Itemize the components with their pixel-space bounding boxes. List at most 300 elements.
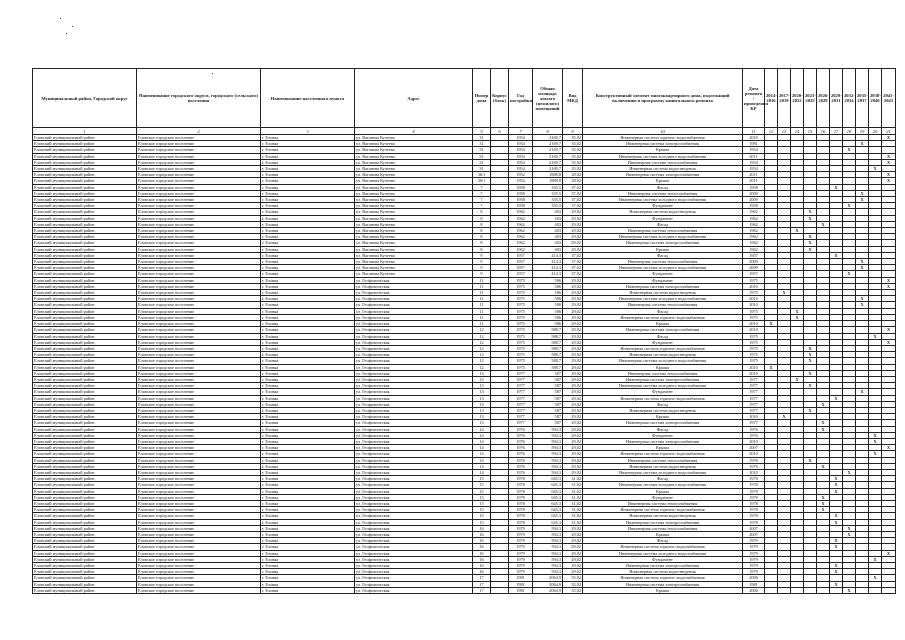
locality-cell: г. Еловка (261, 321, 355, 327)
area-cell: 588,7 (533, 352, 563, 358)
district-cell: Еловский муниципальный район (33, 252, 137, 258)
district-cell: Еловский муниципальный район (33, 190, 137, 196)
build-year-cell: 1976 (509, 432, 533, 438)
settlement-cell: Еловское городское поселение (137, 345, 261, 351)
locality-cell: г. Еловка (261, 544, 355, 550)
block-cell (491, 587, 509, 593)
structural-element-cell: Инженерная система горячего водоснабжения (583, 135, 743, 141)
structural-element-cell: Фундамент (583, 556, 743, 562)
column-header: Дата ремонта / проведения КР (743, 69, 765, 128)
settlement-cell: Еловское городское поселение (137, 352, 261, 358)
locality-cell: г. Еловка (261, 426, 355, 432)
period-mark: X (882, 445, 896, 451)
structural-element-cell: Инженерная система водоотведения (583, 290, 743, 296)
structural-element-cell: Инженерная система холодного водоснабжения (583, 482, 743, 488)
settlement-cell: Еловское городское поселение (137, 333, 261, 339)
house-number-cell: 13 (473, 376, 491, 382)
settlement-cell: Еловское городское поселение (137, 283, 261, 289)
house-number-cell: 16 (473, 569, 491, 575)
structural-element-cell: Инженерная система холодного водоснабжения (583, 153, 743, 159)
settlement-cell: Еловское городское поселение (137, 376, 261, 382)
repair-date-cell: 2010 (743, 469, 765, 475)
area-cell: 414,3 (533, 252, 563, 258)
address-cell: ул. Геофизическая (355, 432, 473, 438)
repair-date-cell: 1958 (743, 184, 765, 190)
house-number-cell: 11 (473, 296, 491, 302)
area-cell: 586 (533, 290, 563, 296)
locality-cell: г. Еловка (261, 395, 355, 401)
area-cell: 588,7 (533, 358, 563, 364)
locality-cell: г. Еловка (261, 147, 355, 153)
mkd-type-cell: 37,02 (563, 184, 583, 190)
structural-element-cell: Инженерная система электроснабжения (583, 327, 743, 333)
area-cell: 335,5 (533, 190, 563, 196)
address-cell: ул. Ваганова Кучеева (355, 190, 473, 196)
locality-cell: г. Еловка (261, 457, 355, 463)
period-mark: X (843, 587, 856, 593)
structural-element-cell: Фундамент (583, 339, 743, 345)
address-cell: ул. Ваганова Кучеева (355, 240, 473, 246)
mkd-type-cell: 35,02 (563, 166, 583, 172)
period-mark: X (869, 432, 882, 438)
repair-date-cell: 1957 (743, 271, 765, 277)
repair-date-cell: 1962 (743, 228, 765, 234)
address-cell: ул. Геофизическая (355, 383, 473, 389)
period-cell (817, 587, 830, 593)
period-mark: X (804, 234, 817, 240)
locality-cell: г. Еловка (261, 135, 355, 141)
period-mark: X (830, 395, 843, 401)
repair-date-cell: 1977 (743, 420, 765, 426)
locality-cell: г. Еловка (261, 277, 355, 283)
mkd-type-cell: 37,02 (563, 197, 583, 203)
district-cell: Еловский муниципальный район (33, 494, 137, 500)
mkd-type-cell: 35,02 (563, 581, 583, 587)
area-cell: 403 (533, 234, 563, 240)
repair-date-cell: 1977 (743, 383, 765, 389)
mkd-type-cell: 29,02 (563, 401, 583, 407)
locality-cell: г. Еловка (261, 234, 355, 240)
area-cell: 403 (533, 209, 563, 215)
locality-cell: г. Еловка (261, 308, 355, 314)
locality-cell: г. Еловка (261, 345, 355, 351)
mkd-type-cell: 29,02 (563, 438, 583, 444)
address-cell: ул. Геофизическая (355, 407, 473, 413)
area-cell: 586 (533, 308, 563, 314)
build-year-cell: 1977 (509, 395, 533, 401)
period-mark: X (778, 414, 791, 420)
locality-cell: г. Еловка (261, 532, 355, 538)
period-mark: X (804, 240, 817, 246)
house-number-cell: 11 (473, 302, 491, 308)
repair-date-cell: 2010 (743, 451, 765, 457)
settlement-cell: Еловское городское поселение (137, 432, 261, 438)
locality-cell: г. Еловка (261, 166, 355, 172)
structural-element-cell: Фасад (583, 401, 743, 407)
house-number-cell: 31 (473, 141, 491, 147)
settlement-cell: Еловское городское поселение (137, 500, 261, 506)
locality-cell: г. Еловка (261, 364, 355, 370)
house-number-cell: 31 (473, 135, 491, 141)
address-cell: ул. Геофизическая (355, 500, 473, 506)
house-number-cell: 17 (473, 575, 491, 581)
settlement-cell: Еловское городское поселение (137, 383, 261, 389)
repair-date-cell: 1962 (743, 209, 765, 215)
area-cell: 587 (533, 407, 563, 413)
period-mark: X (856, 302, 869, 308)
mkd-type-cell: 29,02 (563, 308, 583, 314)
address-cell: ул. Ваганова Кучеева (355, 135, 473, 141)
settlement-cell: Еловское городское поселение (137, 296, 261, 302)
address-cell: ул. Геофизическая (355, 451, 473, 457)
locality-cell: г. Еловка (261, 513, 355, 519)
locality-cell: г. Еловка (261, 252, 355, 258)
settlement-cell: Еловское городское поселение (137, 141, 261, 147)
repair-date-cell: 2010 (743, 135, 765, 141)
structural-element-cell: Инженерная система холодного водоснабжения (583, 296, 743, 302)
build-year-cell: 1975 (509, 308, 533, 314)
period-mark: X (817, 507, 830, 513)
mkd-type-cell: 29,02 (563, 457, 583, 463)
build-year-cell: 1976 (509, 451, 533, 457)
column-header: Номер дома (473, 69, 491, 128)
column-number: 21 (882, 128, 896, 135)
address-cell: ул. Геофизическая (355, 339, 473, 345)
area-cell: 587 (533, 376, 563, 382)
build-year-cell: 1977 (509, 420, 533, 426)
area-cell: 2064,9 (533, 587, 563, 593)
build-year-cell: 1958 (509, 190, 533, 196)
build-year-cell: 1975 (509, 302, 533, 308)
repair-date-cell: 1962 (743, 234, 765, 240)
district-cell: Еловский муниципальный район (33, 469, 137, 475)
locality-cell: г. Еловка (261, 339, 355, 345)
address-cell: ул. Ваганова Кучеева (355, 234, 473, 240)
area-cell: 335,5 (533, 197, 563, 203)
house-number-cell: 31 (473, 147, 491, 153)
column-number: 19 (856, 128, 869, 135)
build-year-cell: 1957 (509, 259, 533, 265)
area-cell: 2169,7 (533, 166, 563, 172)
build-year-cell: 1978 (509, 513, 533, 519)
build-year-cell: 1975 (509, 364, 533, 370)
area-cell: 594,3 (533, 525, 563, 531)
structural-element-cell: Инженерная система теплоснабжения (583, 190, 743, 196)
build-year-cell: 1979 (509, 544, 533, 550)
address-cell: ул. Геофизическая (355, 569, 473, 575)
repair-date-cell: 2009 (743, 190, 765, 196)
period-cell (869, 587, 882, 593)
settlement-cell: Еловское городское поселение (137, 550, 261, 556)
address-cell: ул. Геофизическая (355, 587, 473, 593)
district-cell: Еловский муниципальный район (33, 525, 137, 531)
district-cell: Еловский муниципальный район (33, 290, 137, 296)
district-cell: Еловский муниципальный район (33, 500, 137, 506)
address-cell: ул. Геофизическая (355, 476, 473, 482)
column-number: 8 (533, 128, 563, 135)
house-number-cell: 15 (473, 507, 491, 513)
settlement-cell: Еловское городское поселение (137, 178, 261, 184)
area-cell: 645,3 (533, 476, 563, 482)
structural-element-cell: Инженерная система водоотведения (583, 352, 743, 358)
mkd-type-cell: 29,02 (563, 569, 583, 575)
repair-date-cell: 1975 (743, 290, 765, 296)
district-cell: Еловский муниципальный район (33, 135, 137, 141)
mkd-type-cell: 37,02 (563, 271, 583, 277)
structural-element-cell: Фасад (583, 308, 743, 314)
settlement-cell: Еловское городское поселение (137, 135, 261, 141)
structural-element-cell: Фасад (583, 221, 743, 227)
structural-element-cell: Фасад (583, 426, 743, 432)
settlement-cell: Еловское городское поселение (137, 507, 261, 513)
structural-element-cell: Фасад (583, 538, 743, 544)
build-year-cell: 1975 (509, 277, 533, 283)
period-mark: X (804, 209, 817, 215)
period-mark: X (843, 532, 856, 538)
repair-date-cell: 1978 (743, 513, 765, 519)
area-cell: 594,3 (533, 538, 563, 544)
mkd-type-cell: 29,02 (563, 407, 583, 413)
structural-element-cell: Инженерная система электроснабжения (583, 141, 743, 147)
period-mark: X (869, 166, 882, 172)
district-cell: Еловский муниципальный район (33, 203, 137, 209)
column-header: Год постройки (509, 69, 533, 128)
address-cell: ул. Геофизическая (355, 296, 473, 302)
address-cell: ул. Геофизическая (355, 469, 473, 475)
house-number-cell: 11 (473, 308, 491, 314)
district-cell: Еловский муниципальный район (33, 339, 137, 345)
house-number-cell: 16 (473, 556, 491, 562)
house-number-cell: 8 (473, 246, 491, 252)
house-number-cell: 17 (473, 587, 491, 593)
build-year-cell: 1962 (509, 215, 533, 221)
structural-element-cell: Инженерная система холодного водоснабжения (583, 234, 743, 240)
build-year-cell: 1976 (509, 438, 533, 444)
address-cell: ул. Геофизическая (355, 457, 473, 463)
structural-element-cell: Крыша (583, 414, 743, 420)
locality-cell: г. Еловка (261, 271, 355, 277)
mkd-type-cell: 35,02 (563, 147, 583, 153)
settlement-cell: Еловское городское поселение (137, 544, 261, 550)
address-cell: ул. Ваганова Кучеева (355, 209, 473, 215)
repair-date-cell: 2010 (743, 302, 765, 308)
period-cell (765, 587, 778, 593)
house-number-cell: 16 (473, 544, 491, 550)
repair-date-cell: 1962 (743, 221, 765, 227)
district-cell: Еловский муниципальный район (33, 184, 137, 190)
settlement-cell: Еловское городское поселение (137, 426, 261, 432)
locality-cell: г. Еловка (261, 451, 355, 457)
area-cell: 586 (533, 314, 563, 320)
settlement-cell: Еловское городское поселение (137, 327, 261, 333)
district-cell: Еловский муниципальный район (33, 370, 137, 376)
period-mark: X (830, 482, 843, 488)
period-cell (778, 587, 791, 593)
mkd-type-cell: 35,02 (563, 153, 583, 159)
locality-cell: г. Еловка (261, 550, 355, 556)
area-cell: 594,3 (533, 550, 563, 556)
structural-element-cell: Фундамент (583, 277, 743, 283)
house-number-cell: 7 (473, 184, 491, 190)
repair-date-cell: 1979 (743, 556, 765, 562)
structural-element-cell: Инженерная система горячего водоснабжения (583, 345, 743, 351)
repair-date-cell: 2010 (743, 296, 765, 302)
build-year-cell: 1979 (509, 563, 533, 569)
build-year-cell: 1977 (509, 407, 533, 413)
repair-date-cell: 1979 (743, 538, 765, 544)
house-number-cell: 14 (473, 451, 491, 457)
build-year-cell: 1975 (509, 333, 533, 339)
district-cell: Еловский муниципальный район (33, 215, 137, 221)
column-number: 13 (778, 128, 791, 135)
settlement-cell: Еловское городское поселение (137, 172, 261, 178)
area-cell: 594,3 (533, 463, 563, 469)
scan-speck (60, 18, 61, 19)
build-year-cell: 1977 (509, 414, 533, 420)
structural-element-cell: Фундамент (583, 215, 743, 221)
structural-element-cell: Инженерная система теплоснабжения (583, 159, 743, 165)
area-cell: 586 (533, 277, 563, 283)
house-number-cell: 8 (473, 209, 491, 215)
period-mark: X (830, 544, 843, 550)
column-header: Муниципальный район, Городской округ (33, 69, 137, 128)
settlement-cell: Еловское городское поселение (137, 153, 261, 159)
district-cell: Еловский муниципальный район (33, 538, 137, 544)
house-number-cell: 16 (473, 563, 491, 569)
address-cell: ул. Геофизическая (355, 401, 473, 407)
locality-cell: г. Еловка (261, 265, 355, 271)
mkd-type-cell: 37,02 (563, 265, 583, 271)
mkd-type-cell: 29,02 (563, 277, 583, 283)
period-mark: X (882, 159, 896, 165)
address-cell: ул. Геофизическая (355, 308, 473, 314)
column-number: 7 (509, 128, 533, 135)
area-cell: 588,7 (533, 333, 563, 339)
period-mark: X (804, 457, 817, 463)
build-year-cell: 1978 (509, 488, 533, 494)
address-cell: ул. Геофизическая (355, 277, 473, 283)
build-year-cell: 1975 (509, 314, 533, 320)
area-cell: 2169,7 (533, 153, 563, 159)
house-number-cell: 14 (473, 445, 491, 451)
period-mark: X (765, 321, 778, 327)
structural-element-cell: Инженерная система водоотведения (583, 569, 743, 575)
area-cell: 594,3 (533, 457, 563, 463)
mkd-type-cell: 29,02 (563, 221, 583, 227)
locality-cell: г. Еловка (261, 507, 355, 513)
period-cell (791, 587, 804, 593)
locality-cell: г. Еловка (261, 563, 355, 569)
column-number: 3 (261, 128, 355, 135)
period-mark: X (817, 426, 830, 432)
repair-date-cell: 1977 (743, 395, 765, 401)
settlement-cell: Еловское городское поселение (137, 420, 261, 426)
column-header: Общая площадь жилого (нежилого) помещений (533, 69, 563, 128)
settlement-cell: Еловское городское поселение (137, 265, 261, 271)
period-mark: X (882, 172, 896, 178)
repair-date-cell: 1975 (743, 345, 765, 351)
house-number-cell: 7 (473, 197, 491, 203)
repair-date-cell: 2010 (743, 327, 765, 333)
area-cell: 2169,7 (533, 135, 563, 141)
address-cell: ул. Геофизическая (355, 314, 473, 320)
address-cell: ул. Геофизическая (355, 507, 473, 513)
district-cell: Еловский муниципальный район (33, 209, 137, 215)
settlement-cell: Еловское городское поселение (137, 575, 261, 581)
address-cell: ул. Геофизическая (355, 463, 473, 469)
repair-date-cell: 2011 (743, 153, 765, 159)
house-number-cell: 13 (473, 407, 491, 413)
settlement-cell: Еловское городское поселение (137, 339, 261, 345)
area-cell: 335,5 (533, 184, 563, 190)
mkd-type-cell: 29,02 (563, 283, 583, 289)
structural-element-cell: Инженерная система теплоснабжения (583, 259, 743, 265)
house-number-cell: 16 (473, 525, 491, 531)
district-cell: Еловский муниципальный район (33, 153, 137, 159)
area-cell: 588,7 (533, 327, 563, 333)
settlement-cell: Еловское городское поселение (137, 234, 261, 240)
repair-date-cell: 1976 (743, 457, 765, 463)
build-year-cell: 1962 (509, 246, 533, 252)
build-year-cell: 1962 (509, 240, 533, 246)
district-cell: Еловский муниципальный район (33, 166, 137, 172)
address-cell: ул. Геофизическая (355, 395, 473, 401)
area-cell: 587 (533, 389, 563, 395)
locality-cell: г. Еловка (261, 581, 355, 587)
period-mark: X (882, 135, 896, 141)
district-cell: Еловский муниципальный район (33, 426, 137, 432)
district-cell: Еловский муниципальный район (33, 507, 137, 513)
mkd-type-cell: 29,02 (563, 451, 583, 457)
mkd-type-cell: 29,02 (563, 215, 583, 221)
area-cell: 2064,9 (533, 581, 563, 587)
structural-element-cell: Фасад (583, 476, 743, 482)
column-header: 2035-2037 (856, 69, 869, 128)
period-mark: X (856, 197, 869, 203)
area-cell: 594,3 (533, 432, 563, 438)
settlement-cell: Еловское городское поселение (137, 252, 261, 258)
column-number: 5 (473, 128, 491, 135)
period-mark: X (856, 389, 869, 395)
house-number-cell: 8 (473, 228, 491, 234)
repair-date-cell: 1976 (743, 463, 765, 469)
area-cell: 2169,7 (533, 141, 563, 147)
address-cell: ул. Геофизическая (355, 488, 473, 494)
settlement-cell: Еловское городское поселение (137, 321, 261, 327)
column-header: Наименование городского округа, городского (сельского) поселения (137, 69, 261, 128)
district-cell: Еловский муниципальный район (33, 383, 137, 389)
scan-speck (72, 26, 73, 27)
mkd-type-cell: 29,02 (563, 339, 583, 345)
house-number-cell: 15 (473, 494, 491, 500)
mkd-type-cell: 29,02 (563, 420, 583, 426)
address-cell: ул. Геофизическая (355, 544, 473, 550)
area-cell: 403 (533, 246, 563, 252)
period-mark: X (804, 370, 817, 376)
mkd-type-cell: 29,02 (563, 532, 583, 538)
mkd-type-cell: 29,02 (563, 389, 583, 395)
column-header: 2017-2019 (778, 69, 791, 128)
address-cell: ул. Геофизическая (355, 358, 473, 364)
locality-cell: г. Еловка (261, 407, 355, 413)
repair-date-cell: 2010 (743, 414, 765, 420)
mkd-type-cell: 29,02 (563, 414, 583, 420)
repair-date-cell: 1954 (743, 166, 765, 172)
structural-element-cell: Крыша (583, 246, 743, 252)
area-cell: 587 (533, 383, 563, 389)
locality-cell: г. Еловка (261, 290, 355, 296)
settlement-cell: Еловское городское поселение (137, 407, 261, 413)
